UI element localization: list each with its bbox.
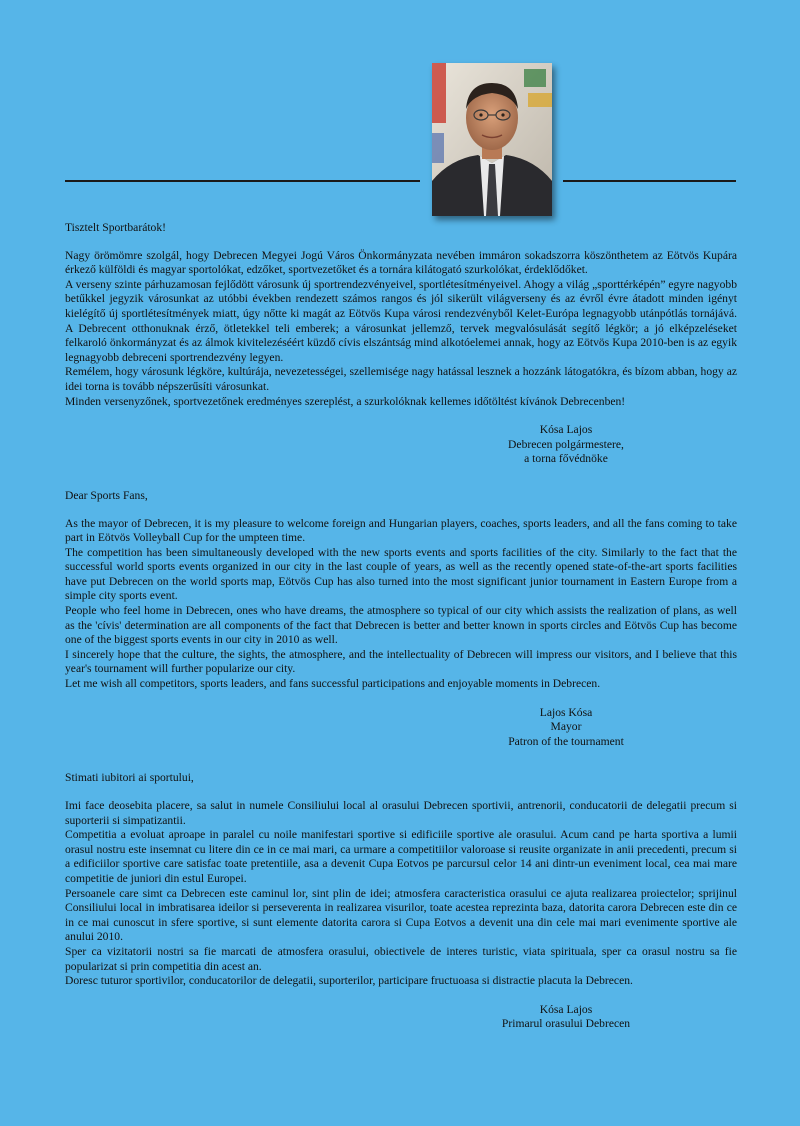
signature-block	[65, 1003, 737, 1032]
paragraph: Competitia a evoluat aproape in paralel cu noile manifestari sportive si edificiile sportive ale orasului. Acum cand pe harta sportiva a lumii orasul nostru este insemnat cu litere din ce in ce mai mari, ca urmare a competitiilor valoroase si reusite organizate in anii precedenti, precum si a edificiilor sportive care satisfac toate pretentiile, asa a devenit Cupa Eotvos pe parcursul celor 14 ani dintr-un eveniment local, cea mai mare competitie de juniori din estul Europei.	[65, 828, 737, 885]
signature-title: Debrecen polgármestere,	[508, 437, 624, 451]
paragraph: Imi face deosebita placere, sa salut in numele Consiliului local al orasului Debrecen sportivii, antrenorii, conducatorii de delegatii precum si suporterii si simpatizantii.	[65, 799, 737, 827]
greeting: Stimati iubitori ai sportului,	[65, 771, 194, 785]
paragraph: A verseny szinte párhuzamosan fejlődött városunk új sportrendezvényeivel, sportlétesítményeivel. Ahogy a világ „sporttérképén” egyre nagyobb betűkkel jegyzik városunkat az utóbbi években rendezett számos rangos és jól sikerült világverseny és az évről évre átadott minden igényt kielégítő új sportlétesítmények miatt, úgy nőtte ki magát az Eötvös Kupa városi rendezvényből Kelet-Európa legnagyobb utánpótlás tornájává. A Debrecent otthonuknak érző, ötletekkel teli emberek; a városunkat jellemző, tervek megvalósulását segítő légkör; a jó elképzeléseket felkaroló önkormányzat és az álmok kivitelezéséért küzdő cívis elszántság mind alkotóelemei annak, hogy az Eötvös Kupa 2010-ben is az egyik legnagyobb debreceni sportrendezvény legyen.	[65, 277, 737, 364]
greeting: Tisztelt Sportbarátok!	[65, 221, 167, 234]
paragraph: Doresc tuturor sportivilor, conducatorilor de delegatii, suporterilor, participare fructuoasa si distractie placuta la Debrecen.	[65, 974, 633, 988]
signature-block	[65, 423, 737, 467]
signature-name: Kósa Lajos	[539, 1002, 593, 1016]
signature-block	[65, 706, 737, 750]
paragraph: Minden versenyzőnek, sportvezetőnek eredményes szereplést, a szurkolóknak kellemes időtöltést kívánok Debrecenben!	[65, 394, 626, 408]
paragraph: As the mayor of Debrecen, it is my pleasure to welcome foreign and Hungarian players, coaches, sports leaders, and all the fans coming to take part in Eötvös Volleyball Cup for the umpteen time.	[65, 516, 737, 545]
paragraph: People who feel home in Debrecen, ones who have dreams, the atmosphere so typical of our city which assists the realization of plans, as well as the 'cívis' determination are all components of the fact that Debrecen is better and better known in sports circles and Eötvös Cup has become one of the biggest sports events in our city in 2010 as well.	[65, 604, 737, 647]
signature-name: Kósa Lajos	[539, 423, 593, 437]
signature-role: Patron of the tournament	[508, 734, 624, 748]
mayor-portrait	[432, 63, 552, 216]
paragraph: Persoanele care simt ca Debrecen este caminul lor, sint plin de idei; atmosfera caracteristica orasului ce ajuta realizarea proiectelor; sprijinul Consiliului local in imbratisarea ideilor si perseverenta in realizarea visurilor, toate acestea reprezinta baza, datorita carora Debrecen este din ce in ce mai cunoscut in sfere sportive, si sunt elemente datorita carora si Cupa Eotvos a devenit una din cele mai mari evenimente sportive ale anului 2010.	[65, 886, 737, 944]
signature-role: a torna fővédnöke	[524, 452, 608, 466]
section-romanian	[65, 771, 737, 1032]
paragraph: Nagy örömömre szolgál, hogy Debrecen Megyei Jogú Város Önkormányzata nevében immáron sokadszorra köszönthetem az Eötvös Kupára érkező külföldi és magyar sportolókat, edzőket, sportvezetőket és a tornára kilátogató szurkolókat, érdeklődőket.	[65, 248, 737, 277]
header-divider-left	[65, 180, 420, 182]
paragraph: Let me wish all competitors, sports leaders, and fans successful participations and enjoyable moments in Debrecen.	[65, 677, 601, 691]
section-hungarian	[65, 221, 737, 467]
paragraph: I sincerely hope that the culture, the sights, the atmosphere, and the intellectuality of Debrecen will impress our visitors, and I believe that this year's tournament will further popularize our city.	[65, 647, 737, 676]
paragraph: Sper ca vizitatorii nostri sa fie marcati de atmosfera orasului, obiectivele de interes turistic, viata spirituala, sper ca orasul nostru sa fie popularizat si prin competitia din acest an.	[65, 944, 737, 973]
letter-body	[65, 221, 737, 1054]
header-divider-right	[563, 180, 736, 182]
signature-title: Mayor	[550, 720, 582, 734]
signature-title: Primarul orasului Debrecen	[501, 1017, 631, 1031]
signature-name: Lajos Kósa	[539, 705, 593, 719]
paragraph: The competition has been simultaneously developed with the new sports events and sports facilities of the city. Similarly to the fact that the successful world sports events organized in our city in the last couple of years, as well as the recently opened state-of-the-art sports facilities have put Debrecen on the world sports map, Eötvös Cup has also turned into the most significant junior tournament in Eastern Europe from a simple city sports event.	[65, 545, 737, 603]
section-english	[65, 489, 737, 750]
paragraph: Remélem, hogy városunk légköre, kultúrája, nevezetességei, szellemisége nagy hatással lesznek a hozzánk látogatókra, és bízom abban, hogy az idei torna is tovább népszerűsíti városunkat.	[65, 365, 737, 393]
greeting: Dear Sports Fans,	[65, 488, 148, 502]
